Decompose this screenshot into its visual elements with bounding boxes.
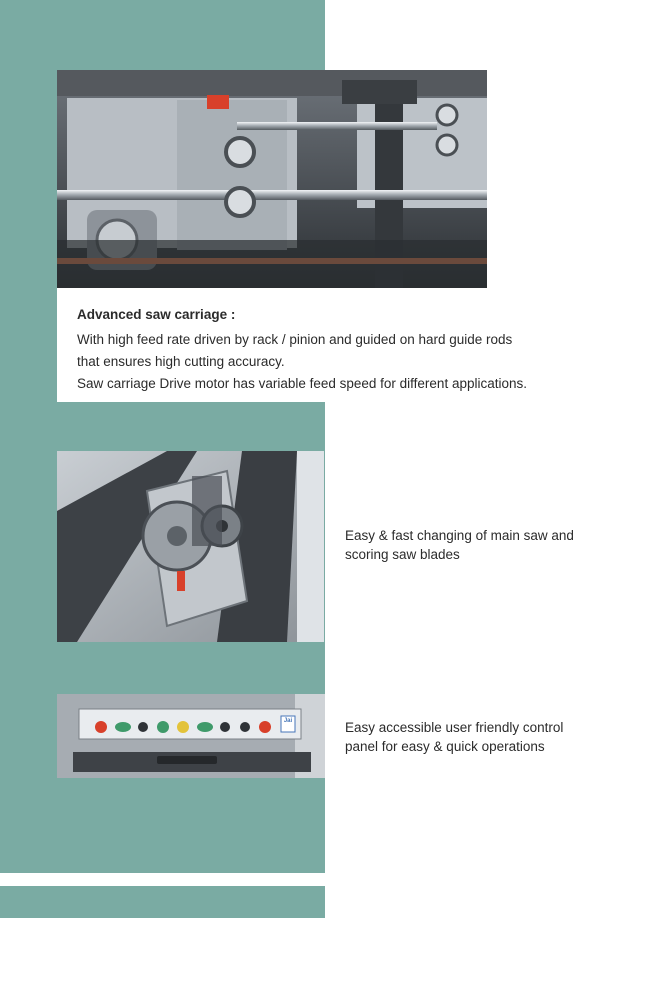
section1-heading: Advanced saw carriage : [77, 307, 236, 322]
section1-line3: Saw carriage Drive motor has variable feed speed for different applications. [77, 376, 527, 391]
section1-line2: that ensures high cutting accuracy. [77, 354, 285, 369]
section2-caption-line1: Easy & fast changing of main saw and [345, 528, 574, 543]
section3-caption-line2: panel for easy & quick operations [345, 739, 545, 754]
section2-caption [345, 526, 605, 564]
section3-caption [345, 718, 605, 756]
section1-text [77, 305, 597, 396]
panel-logo-text: Jai [283, 718, 293, 724]
section1-line1: With high feed rate driven by rack / pinion and guided on hard guide rods [77, 332, 513, 347]
teal-bottom-strip [0, 886, 325, 918]
saw-blade-photo [57, 451, 324, 642]
section3-caption-line1: Easy accessible user friendly control [345, 720, 564, 735]
section2-caption-line2: scoring saw blades [345, 547, 460, 562]
saw-carriage-photo [57, 70, 487, 288]
control-panel-photo [57, 694, 325, 778]
